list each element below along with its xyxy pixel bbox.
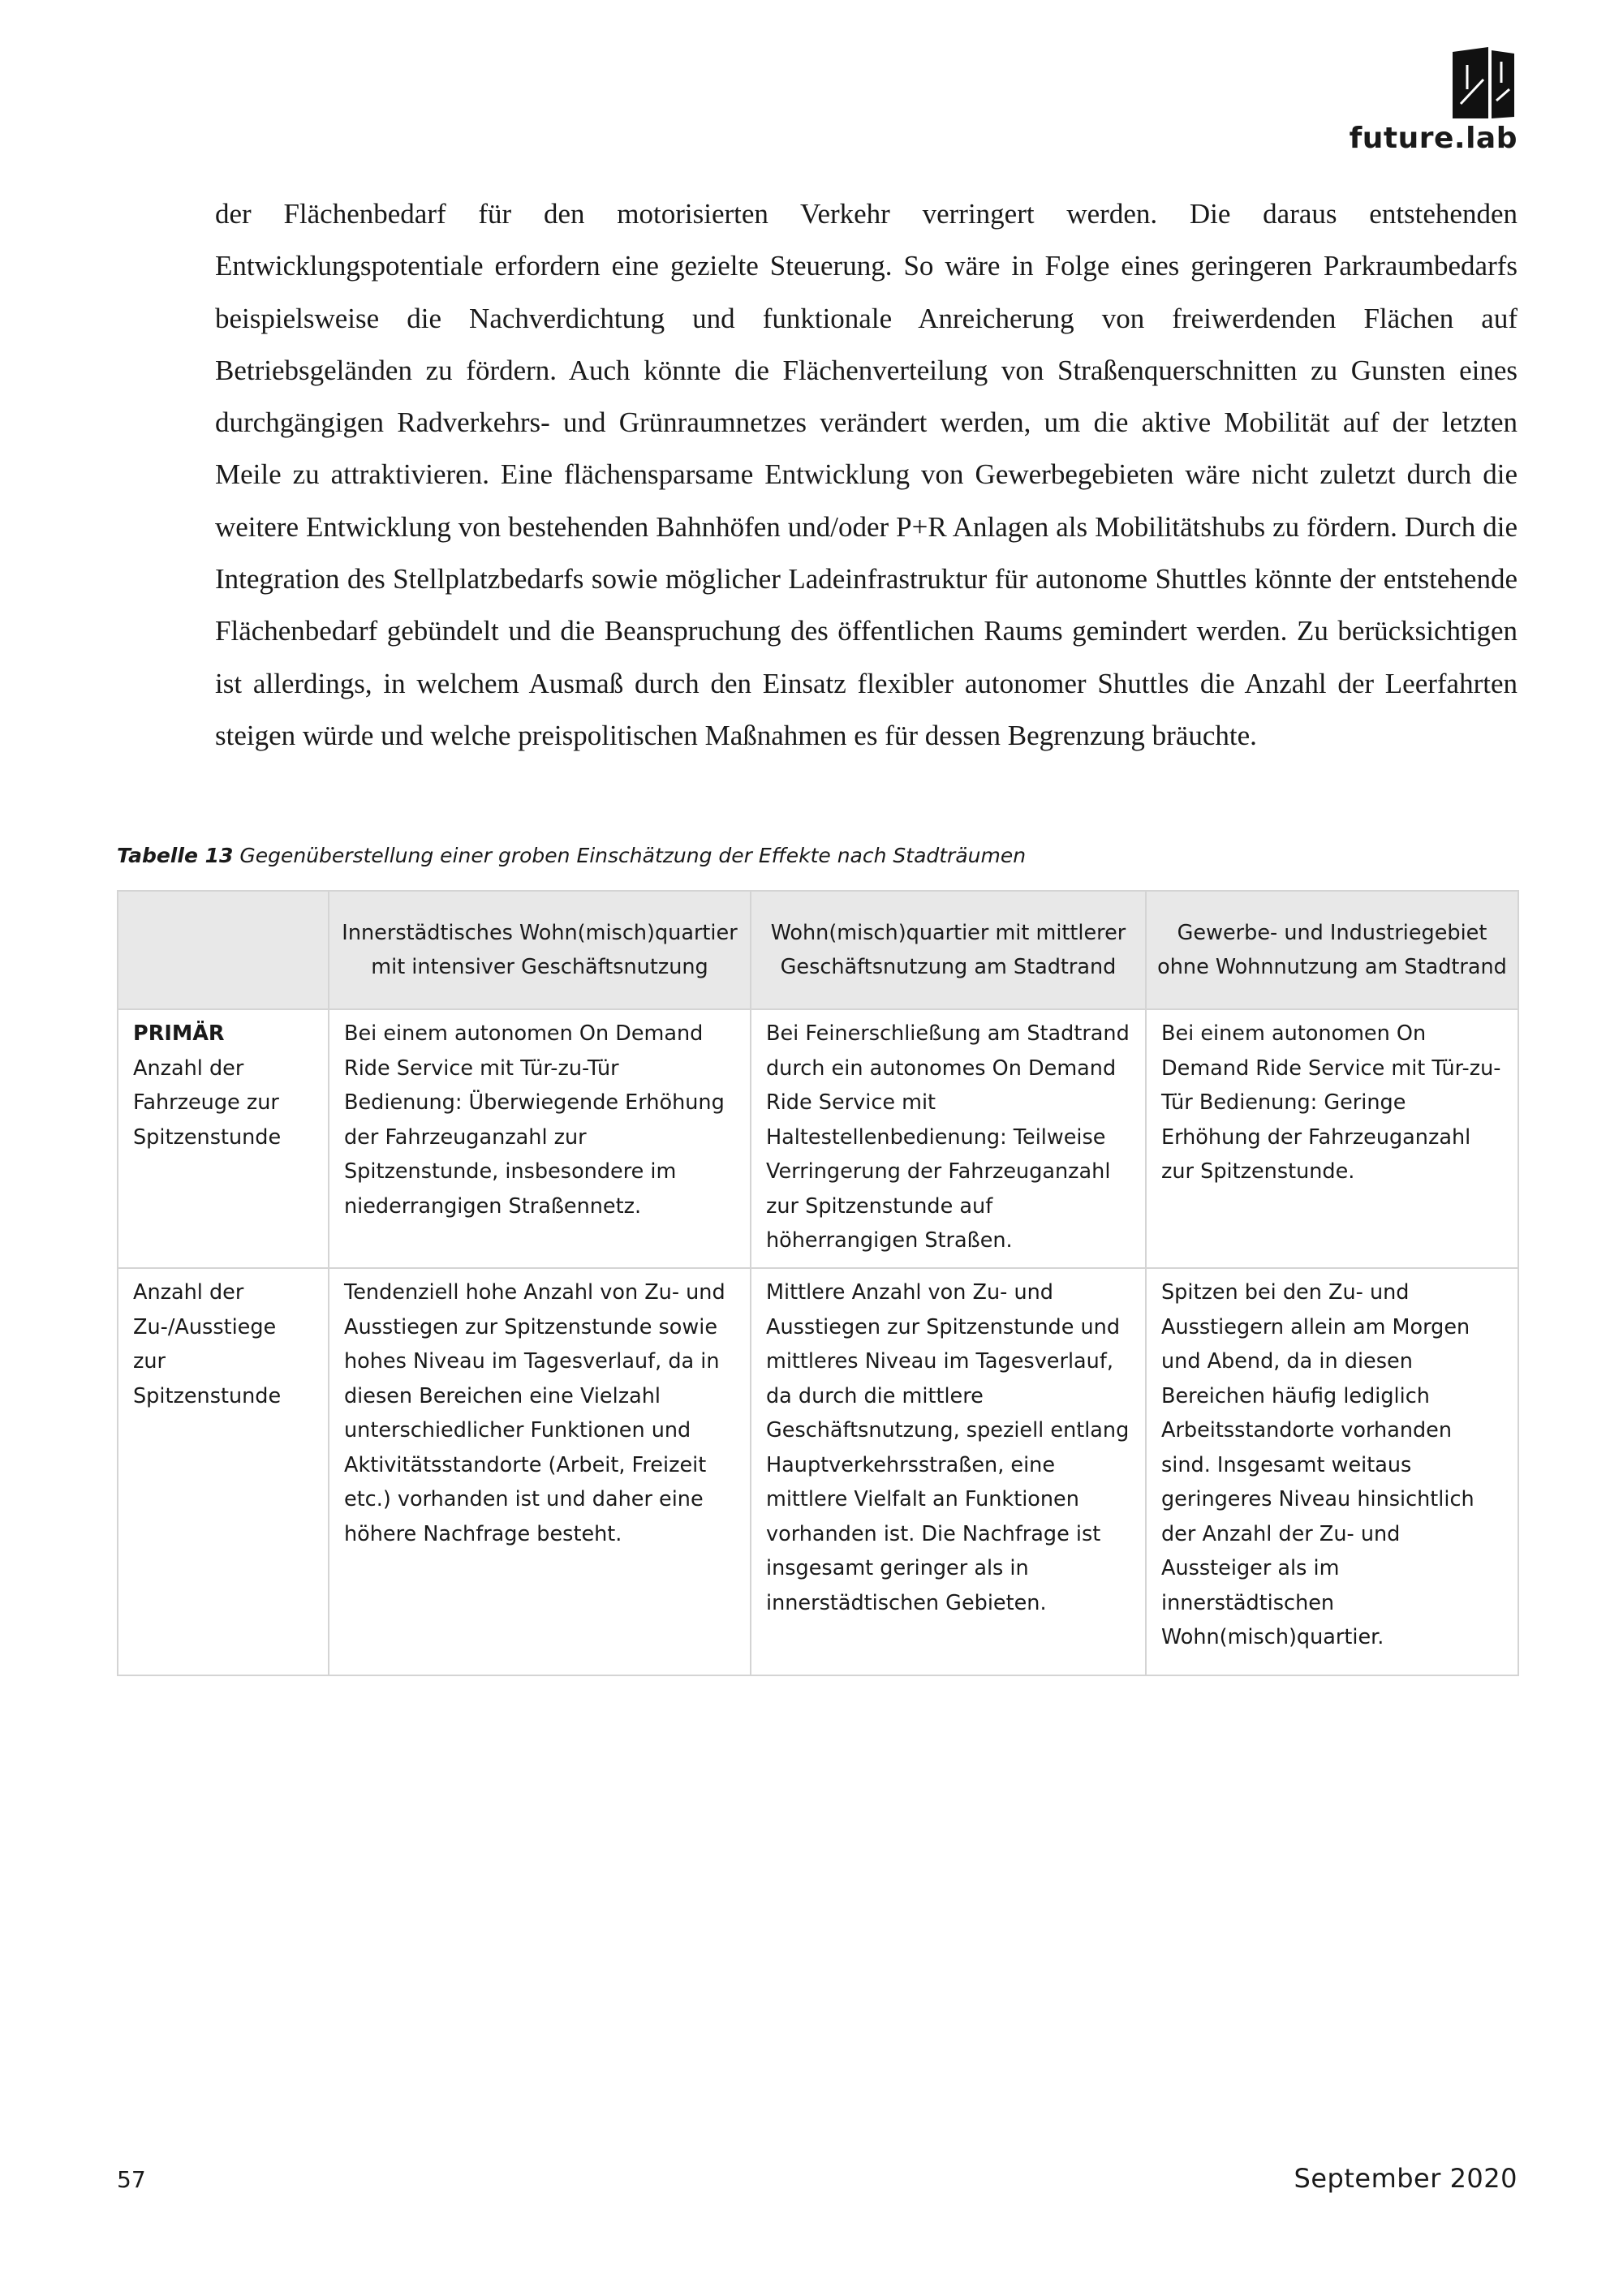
header-cell-gewerbe: Gewerbe- und Industriegebiet ohne Wohnnutzung am Stadtrand <box>1146 891 1518 1009</box>
row-label: Anzahl der Zu-/Ausstiege zur Spitzenstunde <box>133 1280 282 1408</box>
table-cell: Tendenziell hohe Anzahl von Zu- und Ausstiegen zur Spitzenstunde sowie hohes Niveau im Tagesverlauf, da in diesen Bereichen eine Vielzahl unterschiedlicher Funktionen und Aktivitätsstandorte (Arbeit, Freizeit etc.) vorhanden ist und daher eine höhere Nachfrage besteht. <box>329 1268 751 1675</box>
row-label-cell <box>118 1009 329 1268</box>
logo-text: future.lab <box>1349 122 1518 155</box>
table-header-row <box>118 891 1518 1009</box>
future-lab-logo <box>1347 47 1518 161</box>
header-cell-stadtrand: Wohn(misch)quartier mit mittlerer Geschäftsnutzung am Stadtrand <box>751 891 1146 1009</box>
header-cell-empty <box>118 891 329 1009</box>
row-label-primary: PRIMÄR <box>133 1021 225 1046</box>
table-caption-text: Gegenüberstellung einer groben Einschätzung der Effekte nach Stadträumen <box>233 844 1027 867</box>
table-cell: Bei einem autonomen On Demand Ride Service mit Tür-zu-Tür Bedienung: Überwiegende Erhöhung der Fahrzeuganzahl zur Spitzenstunde, insbesondere im niederrangigen Straßennetz. <box>329 1009 751 1268</box>
table-cell: Bei einem autonomen On Demand Ride Service mit Tür-zu-Tür Bedienung: Geringe Erhöhung der Fahrzeuganzahl zur Spitzenstunde. <box>1146 1009 1518 1268</box>
footer-date: September 2020 <box>1294 2163 1518 2194</box>
header-cell-innerstaedtisch: Innerstädtisches Wohn(misch)quartier mit intensiver Geschäftsnutzung <box>329 891 751 1009</box>
table-cell: Bei Feinerschließung am Stadtrand durch ein autonomes On Demand Ride Service mit Haltestellenbedienung: Teilweise Verringerung der Fahrzeuganzahl zur Spitzenstunde auf höherrangigen Straßen. <box>751 1009 1146 1268</box>
table-cell: Mittlere Anzahl von Zu- und Ausstiegen zur Spitzenstunde und mittleres Niveau im Tagesverlauf, da durch die mittlere Geschäftsnutzung, speziell entlang Hauptverkehrsstraßen, eine mittlere Vielfalt an Funktionen vorhanden ist. Die Nachfrage ist insgesamt geringer als in innerstädtischen Gebieten. <box>751 1268 1146 1675</box>
table-row <box>118 1268 1518 1675</box>
future-lab-logo-icon <box>1451 47 1516 120</box>
page-number: 57 <box>117 2166 146 2193</box>
table-cell: Spitzen bei den Zu- und Ausstiegern allein am Morgen und Abend, da in diesen Bereichen häufig lediglich Arbeitsstandorte vorhanden sind. Insgesamt weitaus geringeres Niveau hinsichtlich der Anzahl der Zu- und Aussteiger als im innerstädtischen Wohn(misch)quartier. <box>1146 1268 1518 1675</box>
table-caption-label: Tabelle 13 <box>117 844 234 867</box>
table-row <box>118 1009 1518 1268</box>
body-paragraph: der Flächenbedarf für den motorisierten Verkehr verringert werden. Die daraus entstehenden Entwicklungspotentiale erfordern eine gezielte Steuerung. So wäre in Folge eines geringeren Parkraumbedarfs beispielsweise die Nachverdichtung und funktionale Anreicherung von freiwerdenden Flächen auf Betriebsgeländen zu fördern. Auch könnte die Flächenverteilung von Straßenquerschnitten zu Gunsten eines durchgängigen Radverkehrs- und Grünraumnetzes verändert werden, um die aktive Mobilität auf der letzten Meile zu attraktivieren. Eine flächensparsame Entwicklung von Gewerbegebieten wäre nicht zuletzt durch die weitere Entwicklung von bestehenden Bahnhöfen und/oder P+R Anlagen als Mobilitätshubs zu fördern. Durch die Integration des Stellplatzbedarfs sowie möglicher Ladeinfrastruktur für autonome Shuttles könnte der entstehende Flächenbedarf gebündelt und die Beanspruchung des öffentlichen Raums gemindert werden. Zu berücksichtigen ist allerdings, in welchem Ausmaß durch den Einsatz flexibler autonomer Shuttles die Anzahl der Leerfahrten steigen würde und welche preispolitischen Maßnahmen es für dessen Begrenzung bräuchte. <box>215 198 1518 751</box>
table-caption <box>117 844 1026 867</box>
row-label: Anzahl der Fahrzeuge zur Spitzenstunde <box>133 1056 282 1150</box>
comparison-table <box>117 890 1519 1676</box>
row-label-cell <box>118 1268 329 1675</box>
